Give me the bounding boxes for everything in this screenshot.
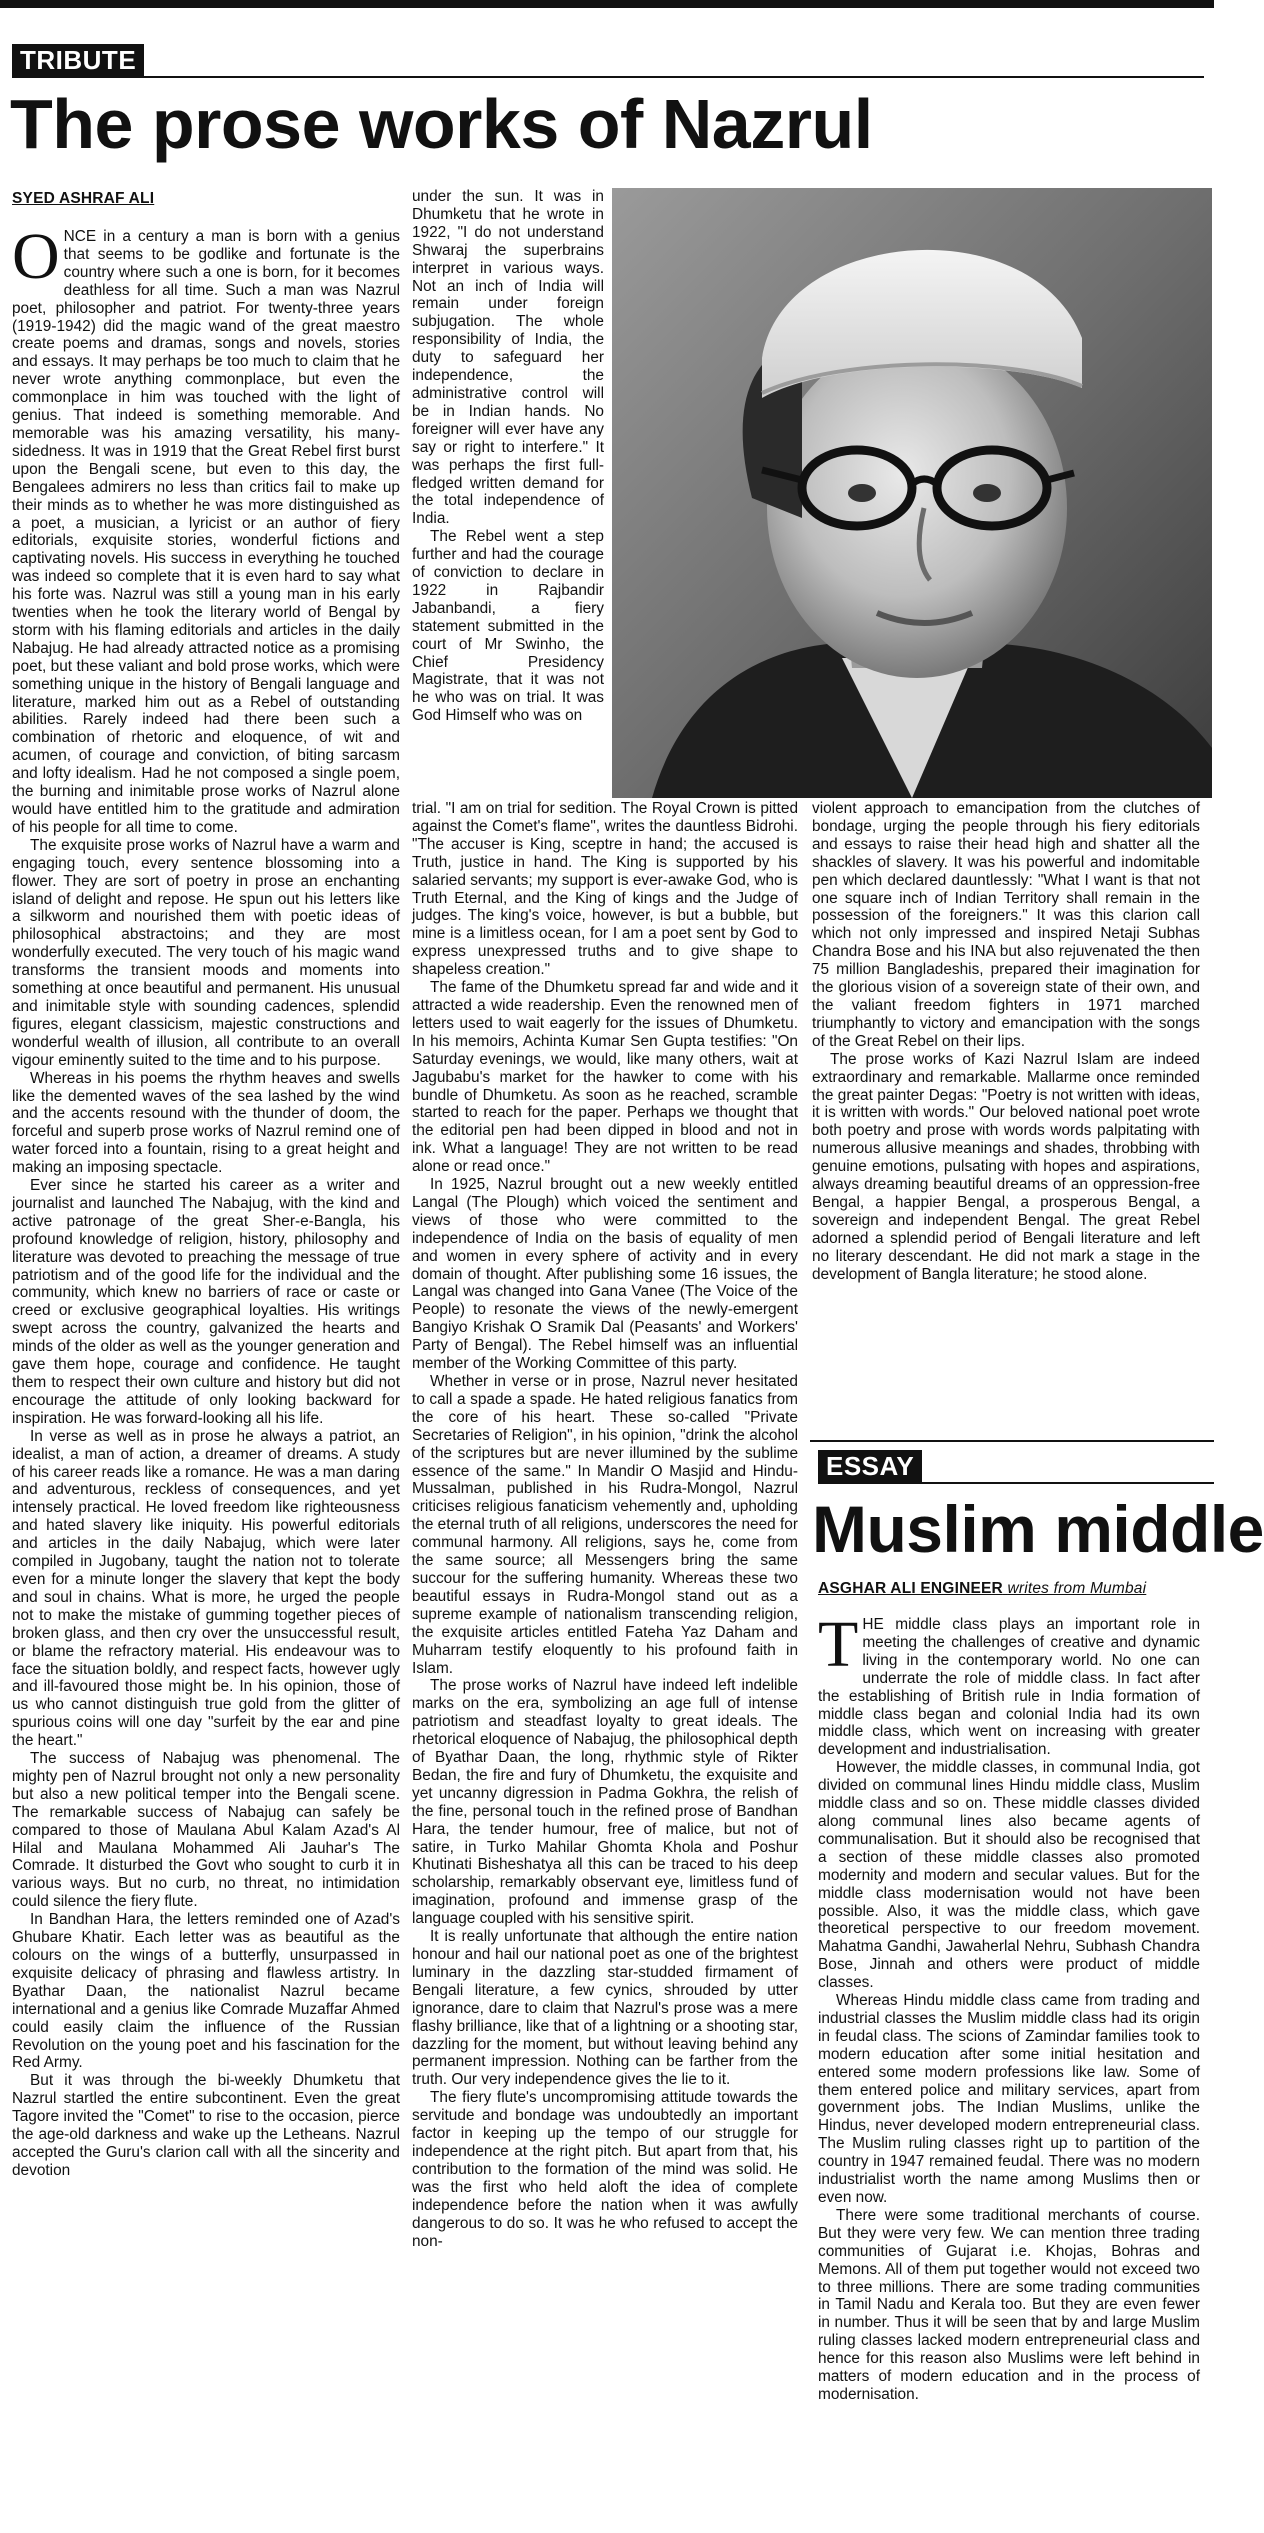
tribute-column-2-top <box>412 188 604 800</box>
tribute-column-2 <box>412 800 798 2528</box>
essay-column <box>818 1608 1200 2528</box>
paragraph: The fame of the Dhumketu spread far and wide and it attracted a wide readership. Even the renowned men of letters used to wait eagerly for the issues of Dhumketu. In his memoirs, Achinta Kumar Sen Gupta testifies: "On Saturday evenings, we would, like many others, wait at Jagubabu's market for the hawker to come with his bundle of Dhumketu. As soon as he reached, scramble started to reach for the paper. Perhaps we thought that the editorial pen had been dipped in blood and not in ink. What a language! They are not written to be read alone or read once." <box>412 979 798 1176</box>
paragraph: In 1925, Nazrul brought out a new weekly entitled Langal (The Plough) which voiced the sentiment and views of those who were committed to the independence of India on the basis of equality of men and women in every sphere of activity and in every domain of thought. After publishing some 16 issues, the Langal was changed into Gana Vanee (The Voice of the People) to resonate the views of the newly-emergent Bangiyo Krishak O Sramik Dal (Peasants' and Workers' Party of Bengal). The Rebel himself was an influential member of the Working Committee of this party. <box>412 1176 798 1373</box>
paragraph: The exquisite prose works of Nazrul have a warm and engaging touch, every sentence blossoming into a flower. They are sort of poetry in prose an enchanting island of delight and repose. He spun out his letters like a silkworm and nourished them with poetic ideas of philosophical abstractoins; and they are most wonderfully executed. The very touch of his magic wand transforms the transient moods and moments into something at once beautiful and permanent. His unusual and inimitable style with sounding cadences, splendid figures, elegant classicism, majestic constructions and wonderful wealth of illusion, all contribute to an overall vigour eminently suited to the time and to his purpose. <box>12 836 400 1069</box>
essay-author: ASGHAR ALI ENGINEER <box>818 1580 1003 1597</box>
essay-headline-clip <box>812 1484 1264 1574</box>
paragraph: The Rebel went a step further and had the courage of conviction to declare in 1922 in Rajbandir Jabanbandi, a fiery statement submitted in the court of Mr Swinho, the Chief Presidency Magistrate, that it was not he who was on trial. It was God Himself who was on <box>412 528 604 725</box>
tribute-byline: SYED ASHRAF ALI <box>12 190 155 207</box>
tribute-column-1 <box>12 220 400 2528</box>
paragraph: The fiery flute's uncompromising attitude towards the servitude and bondage was undoubtedly an important factor in keeping up the tempo of our struggle for independence at the right pitch. But apart from that, his contribution to the formation of the mind was solid. He was the first who held aloft the idea of complete independence before the nation when it was awfully dangerous to do so. It was he who refused to accept the non- <box>412 2089 798 2250</box>
paragraph: There were some traditional merchants of course. But they were very few. We can mention three trading communities of Gujarat i.e. Khojas, Bohras and Memons. All of them put together would not exceed two to three millions. There are some trading communities in Tamil Nadu and Kerala too. But they are even fewer in number. Thus it will be seen that by and large Muslim ruling classes lacked modern entrepreneurial class and hence for this reason also Muslims were left behind in matters of modern education and in the process of modernisation. <box>818 2206 1200 2403</box>
paragraph: But it was through the bi-weekly Dhumketu that Nazrul startled the entire subcontinent. Even the great Tagore invited the "Comet" to rise to the occasion, pierce the age-old darkness and wake up the Letheans. Nazrul accepted the Guru's clarion call with all the sincerity and devotion <box>12 2072 400 2179</box>
tribute-headline: The prose works of Nazrul <box>10 85 873 163</box>
paragraph: HE middle class plays an important role in meeting the challenges of creative and dynamic living in the contemporary world. No one can underrate the role of middle class. In fact after the establishing of British rule in India formation of middle class began and colonial India had its own middle class, which went on increasing with greater development and industrialisation. <box>818 1616 1200 1759</box>
paragraph: It is really unfortunate that although the entire nation honour and hail our national poet as one of the brightest luminary in the dazzling star-studded firmament of Bengali literature, a few cynics, shrouded by utter ignorance, dare to claim that Nazrul's prose was a mere flashy brilliance, like that of a lightning or a shooting star, dazzling for the moment, but without leaving behind any permanent impression. Nothing can be farther from the truth. Our very independence gives the lie to it. <box>412 1928 798 2089</box>
paragraph: In Bandhan Hara, the letters reminded one of Azad's Ghubare Khatir. Each letter was as beautiful as the colours on the wings of a butterfly, unsurpassed in exquisite delicacy of phrasing and flawless artistry. In Byathar Daan, the nationalist Nazrul became international and a genius like Comrade Muzaffar Ahmed could easily claim the influence of the Russian Revolution on the young poet and his fascination for the Red Army. <box>12 1911 400 2072</box>
tribute-column-3 <box>812 800 1200 1390</box>
paragraph: In verse as well as in prose he always a patriot, an idealist, a man of action, a dreamer of dreams. A study of his career reads like a romance. He was a man daring and adventurous, reckless of consequences, and yet intensely practical. He loved freedom like righteousness and hated slavery like iniquity. His powerful editorials and articles in the daily Nabajug, which were later compiled in Jugobany, taught the nation not to tolerate even for a minute longer the slavery that kept the body and soul in chains. What is more, he urged the people not to make the mistake of gumming together pieces of broken glass, and then cry over the unsuccessful result, or blame the refractory material. His endeavour was to face the situation boldly, and respect facts, however ugly and ill-favoured those might be. In his opinion, those of us who cannot distinguish true gold from the glitter of spurious coins will one day "surfeit by the ear and pine the heart." <box>12 1427 400 1750</box>
paragraph: The prose works of Nazrul have indeed left indelible marks on the era, symbolizing an age full of intense patriotism and steadfast loyalty to great ideals. The rhetorical eloquence of Nabajug, the philosophical depth of Byathar Daan, the long, rhythmic style of Rikter Bedan, the fire and fury of Dhumketu, the exquisite and yet uncanny digression in Padma Gokhra, the relish of the fine, personal touch in the refined prose of Bandhan Hara, the tender humour, free of malice, but not of satire, in Turko Mahilar Ghomta Khola and Poshur Khutinati Bisheshatya all this can be traced to his deep scholarship, remarkably observant eye, limitless fund of imagination, profound and immense grasp of the language coupled with his sensitive spirit. <box>412 1677 798 1928</box>
paragraph: NCE in a century a man is born with a genius that seems to be godlike and fortunate is the country where such a one is born, for it becomes deathless for all time. Such a man was Nazrul poet, philosopher and patriot. For twenty-three years (1919-1942) did the magic wand of the great maestro create poems and dramas, songs and novels, stories and essays. It may perhaps be too much to claim that he never wrote anything commonplace, but even the commonplace in him was touched with the light of genius. That indeed is something memorable. And memorable was his amazing versatility, his many-sidedness. It was in 1919 that the Great Rebel first burst upon the Bengali scene, but even to this day, the Bengalees admirers no less than critics fail to make up their minds as to whether he was more distinguished as a poet, a musician, a lyricist or an author of fiery editorials, exquisite stories, wonderful fictions and captivating novels. His success in everything he touched was indeed so complete that it is even hard to say what his forte was. Nazrul was still a young man in his early twenties when he took the literary world of Bengal by storm with his flaming editorials and articles in the daily Nabajug. He had already attracted notice as a promising poet, but these valiant and bold prose works, which were something unique in the history of Bengali language and literature, marked him out as a Rebel of outstanding abilities. Rarely indeed had there been such a combination of rhetoric and eloquence, of wit and acumen, of courage and conviction, of biting sarcasm and lofty idealism. Had he not composed a single poem, the burning and inimitable prose works of Nazrul alone would have entitled him to the gratitude and admiration of his people for all time to come. <box>12 228 400 836</box>
portrait-photo-svg <box>612 188 1212 798</box>
paragraph: Ever since he started his career as a writer and journalist and launched The Nabajug, with the kind and active patronage of the great Sher-e-Bangla, his profound knowledge of religion, history, philosophy and literature was devoted to preaching the message of true patriotism and of the good life for the individual and the community, which knew no barriers of race or caste or creed or exclusive geographical loyalties. His writings swept across the country, galvanized the hearts and minds of the older as well as the younger generation and gave them hope, courage and confidence. He taught them to respect their own culture and history but did not encourage the attitude of only looking backward for inspiration. He was forward-looking all his life. <box>12 1177 400 1427</box>
paragraph: Whereas in his poems the rhythm heaves and swells like the demented waves of the sea lashed by the wind and the accents resound with the thunder of doom, the forceful and superb prose works of Nazrul remind one of water forced into a fountain, rising to a great height and making an imposing spectacle. <box>12 1069 400 1177</box>
essay-top-rule <box>810 1440 1214 1442</box>
essay-byline-sub: writes from Mumbai <box>1007 1580 1147 1597</box>
essay-headline: Muslim middle <box>812 1492 1264 1566</box>
paragraph: violent approach to emancipation from the clutches of bondage, urging the people through his fiery editorials and essays to raise their head high and shatter all the shackles of slavery. It was his powerful and indomitable pen which declared dauntlessly: "What I want is that not one square inch of Indian Territory shall remain in the possession of the foreigners." It was this clarion call which not only impressed and inspired Netaji Subhas Chandra Bose and his INA but also rejuvenated the then 75 million Bangladeshis, prepared their imagination for the glorious vision of a sovereign state of their own, and the valiant freedom fighters in 1971 marched triumphantly to victory and emancipation with the songs of the Great Rebel on their lips. <box>812 800 1200 1050</box>
paragraph: Whereas Hindu middle class came from trading and industrial classes the Muslim middle class had its origin in feudal class. The scions of Zamindar families took to modern education after some initial hesitation and entered some modern professions like law. Some of them entered police and military services, apart from government jobs. The Indian Muslims, unlike the Hindus, never developed modern entrepreneurial class. The Muslim ruling classes right up to partition of the country in 1947 remained feudal. There was no modern industrialist worth the name among Muslims then or even now. <box>818 1992 1200 2206</box>
essay-byline <box>818 1580 1146 1598</box>
top-rule <box>0 0 1214 8</box>
paragraph: under the sun. It was in Dhumketu that he wrote in 1922, "I do not understand Shwaraj the superbrains interpret in various ways. Not an inch of India will remain under foreign subjugation. The whole responsibility of India, the duty to safeguard her independence, the administrative control will be in Indian hands. No foreigner will ever have any say or right to interfere." It was perhaps the first full-fledged written demand for the total independence of India. <box>412 188 604 528</box>
drop-cap: T <box>818 1608 859 1681</box>
paragraph: The success of Nabajug was phenomenal. The mighty pen of Nazrul brought not only a new personality but also a new political temper into the Bengali scene. The remarkable success of Nabajug can safely be compared to those of Maulana Abul Kalam Azad's Al Hilal and Maulana Mohammed Ali Jauhar's The Comrade. It disturbed the Govt who sought to curb it in various ways. But no curb, no threat, no intimidation could silence the fiery flute. <box>12 1750 400 1911</box>
paragraph: trial. "I am on trial for sedition. The Royal Crown is pitted against the Comet's flame", writes the dauntless Bidrohi. "The accuser is King, sceptre in hand; the accused is Truth, justice in hand. The King is supported by his salaried servants; my support is ever-awake God, who is Truth Eternal, and the King of kings and the Judge of judges. The king's voice, however, is but a bubble, but mine is a limitless ocean, for I am a poet sent by God to express unexpressed truths and to give shape to shapeless creation." <box>412 800 798 979</box>
paragraph: However, the middle classes, in communal India, got divided on communal lines Hindu middle class, Muslim middle class and so on. These middle classes divided along communal lines also became agents of communalisation. But it should also be recognised that a section of these middle classes also promoted modernity and modern and secular values. But for the middle class modernisation would not have been possible. Also, it was the middle class, which gave theoretical perspective to our freedom movement. Mahatma Gandhi, Jawaherlal Nehru, Subhash Chandra Bose, Jinnah and others were product of middle classes. <box>818 1759 1200 1992</box>
section-tag-essay: ESSAY <box>818 1450 922 1482</box>
section-tag-tribute: TRIBUTE <box>12 44 144 76</box>
paragraph: The prose works of Kazi Nazrul Islam are indeed extraordinary and remarkable. Mallarme once reminded the great painter Degas: "Poetry is not written with ideas, it is written with words." Our beloved national poet wrote both poetry and prose with words words palpitating with numerous allusive meanings and shades, throbbing with genuine emotions, pulsating with hopes and aspirations, always dreaming beautiful dreams of an oppression-free Bengal, a happier Bengal, a prosperous Bengal, a sovereign and independent Bengal. The great Rebel adorned a splendid period of Bengali literature and left no literary descendant. He did not mark a stage in the development of Bangla literature; he stood alone. <box>812 1050 1200 1283</box>
drop-cap: O <box>12 220 60 293</box>
portrait-photo <box>612 188 1212 798</box>
paragraph: Whether in verse or in prose, Nazrul never hesitated to call a spade a spade. He hated religious fanatics from the core of his heart. These so-called "Private Secretaries of Religion", in his opinion, "drink the alcohol of the scriptures but are never illumined by the sublime essence of the same." In Mandir O Masjid and Hindu-Mussalman, published in his Rudra-Mongol, Nazrul criticises religious fanaticism vehemently and, upholding the eternal truth of all religions, underscores the need for communal harmony. All religions, says he, come from the same source; all Messengers bring the same succour for the suffering humanity. Whereas these two beautiful essays in Rudra-Mongol stand out as a supreme example of nationalism transcending religion, the exquisite articles entitled Fateha Yaz Daham and Muharram testify eloquently to his profound faith in Islam. <box>412 1373 798 1677</box>
